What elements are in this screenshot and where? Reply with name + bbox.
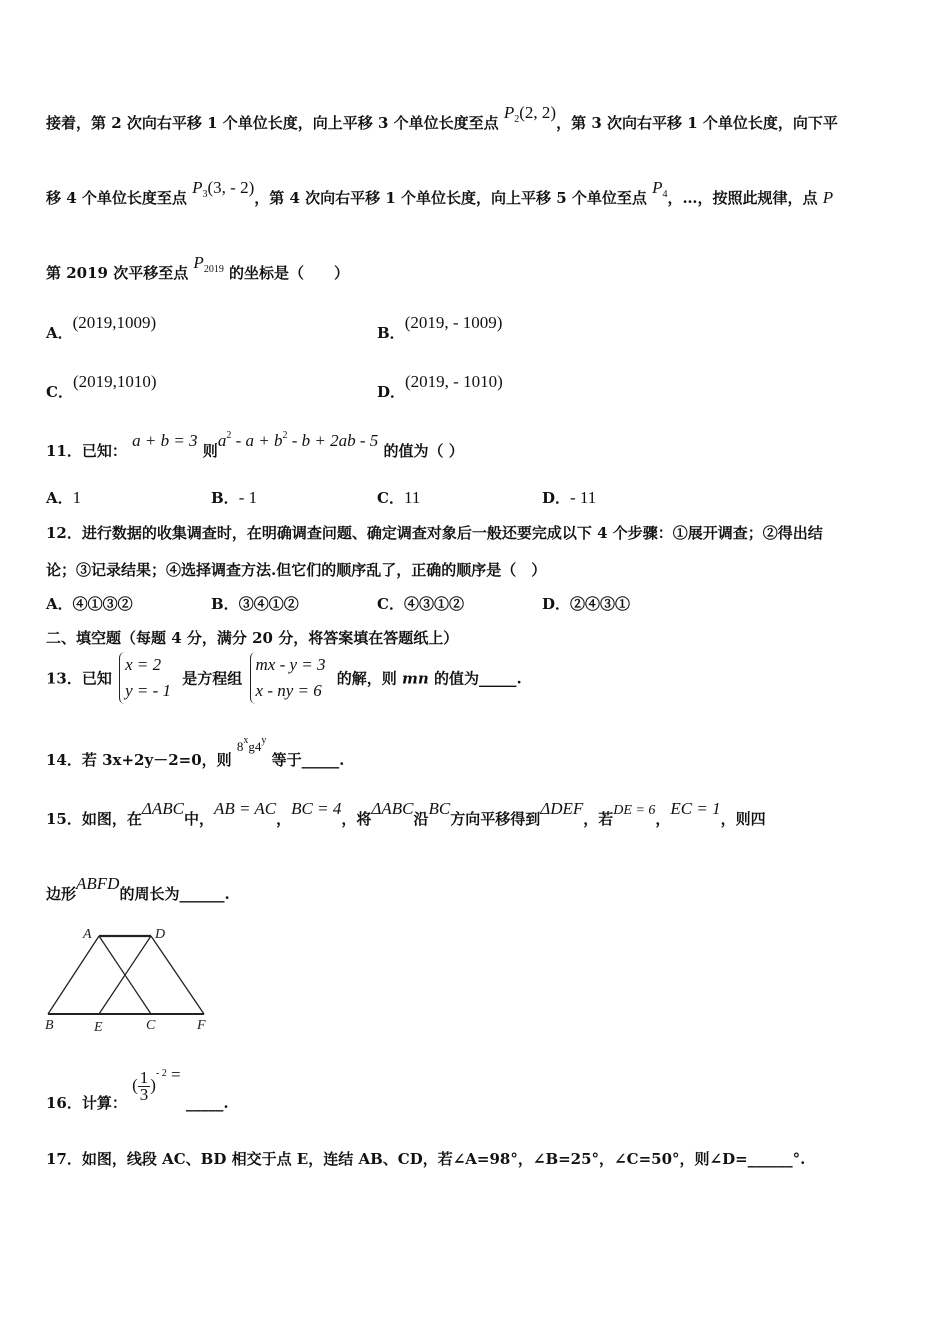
q10-option-b[interactable]: B．(2019, - 1009) — [377, 313, 503, 342]
q10-line-1: 接着，第 2 次向右平移 1 个单位长度，向上平移 3 个单位长度至点 $P_2(2$, 2)，第 3 次向右平移 1 个单位长度，向下平 — [46, 103, 838, 132]
q10-option-d[interactable]: D．(2019, - 1010) — [377, 372, 503, 401]
q12-option-d[interactable]: D．②④③① — [542, 595, 631, 613]
q15-line-2: 边形ABFD的周长为______. — [46, 874, 230, 903]
point-p: P — [822, 188, 834, 207]
q10-option-a[interactable]: A．(2019,1009) — [46, 313, 157, 342]
q11-option-b[interactable]: B．- 1 — [211, 488, 258, 507]
point-p4: $P_4$ — [652, 178, 668, 200]
label-e: E — [94, 1020, 103, 1035]
q13-system-2: mx - y = 3 x - ny = 6 — [250, 652, 330, 704]
q10-line-2: 移 4 个单位长度至点 $P_3(3$, - 2)，第 4 次向右平移 1 个单位长度，向上平移 5 个单位至点 $P_4$，…，按照此规律，点 P — [46, 178, 834, 207]
q14-stem: 14．若 3x+2y－2=0，则 8$^x$g4$^y$ 等于_____. — [46, 735, 345, 769]
q10-line-3: 第 2019 次平移至点 $P_{2019}$ 的坐标是（ ） — [46, 253, 350, 282]
label-f: F — [197, 1018, 206, 1033]
q11-option-c[interactable]: C．11 — [377, 488, 421, 507]
q11-option-a[interactable]: A．1 — [46, 488, 82, 507]
segment-df — [151, 936, 204, 1014]
q11-expression: $a^2 - a + b^2 - b + 2ab - 5$ — [217, 430, 379, 450]
label-a: A — [83, 927, 92, 942]
point-p3: $P_3(3$, - 2) — [192, 178, 255, 200]
segment-ab — [48, 936, 99, 1014]
q14-expression: 8$^x$g4$^y$ — [236, 735, 267, 754]
q12-option-c[interactable]: C．④③①② — [377, 595, 464, 613]
q11-option-d[interactable]: D．- 11 — [542, 488, 597, 507]
q17-stem: 17．如图，线段 AC、BD 相交于点 E，连结 AB、CD，若∠A=98°，∠B=25°，∠C=50°，则∠D=______°. — [46, 1150, 806, 1168]
q10-option-c[interactable]: C．(2019,1010) — [46, 372, 157, 401]
q11-stem: 11．已知： a + b = 3 则$a^2 - a + b^2 - b + 2ab - 5$ 的值为（ ） — [46, 430, 464, 460]
point-p2: $P_2(2$, 2) — [503, 103, 557, 125]
label-b: B — [45, 1018, 54, 1033]
q16-stem: 16．计算： ( $\frac{1}{3}$ )$^{- 2}$ = _____. — [46, 1065, 229, 1113]
label-d: D — [155, 927, 166, 942]
q15-figure — [42, 925, 222, 1035]
point-p2019: $P_{2019}$ — [193, 253, 224, 275]
q16-expression: ( $\frac{1}{3}$ )$^{- 2}$ = — [132, 1065, 181, 1104]
q11-condition: a + b = 3 — [132, 431, 198, 450]
q12-line-2: 论；③记录结果；④选择调查方法.但它们的顺序乱了，正确的顺序是（ ） — [46, 561, 547, 579]
q13-system-1: x = 2 y = - 1 — [119, 652, 175, 704]
q15-line-1: 15．如图，在ΔABC中，AB = AC，BC = 4，将ΔABC沿BC方向平移得到ΔDEF，若DE = 6，EC = 1，则四 — [46, 799, 766, 828]
q12-option-b[interactable]: B．③④①② — [211, 595, 299, 613]
q12-option-a[interactable]: A．④①③② — [46, 595, 133, 613]
q13-stem: 13．已知 x = 2 y = - 1 是方程组 mx - y = 3 x - ny = 6 的解，则 mn 的值为_____. — [46, 652, 522, 704]
q12-line-1: 12．进行数据的收集调查时，在明确调查问题、确定调查对象后一般还要完成以下 4 个步骤：①展开调查；②得出结 — [46, 524, 823, 542]
label-c: C — [146, 1018, 156, 1033]
section-2-heading: 二、填空题（每题 4 分，满分 20 分，将答案填在答题纸上） — [46, 629, 459, 647]
